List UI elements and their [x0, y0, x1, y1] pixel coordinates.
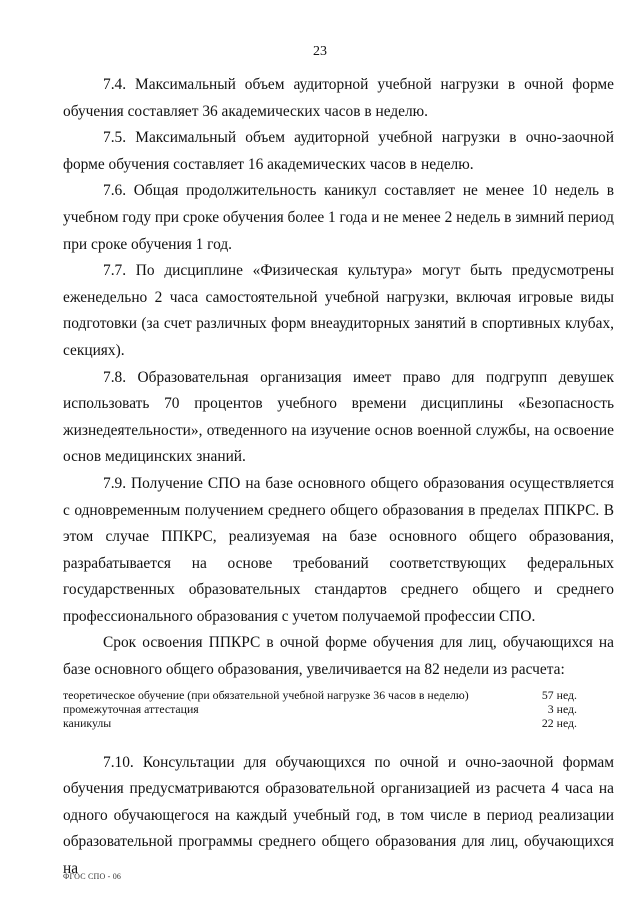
- schedule-row-holidays: [63, 716, 577, 730]
- schedule-row-theory: [63, 688, 577, 702]
- schedule-label: каникулы: [63, 715, 112, 730]
- paragraph-7-7: 7.7. По дисциплине «Физическая культура» могут быть предусмотрены еженедельно 2 часа самостоятельной учебной нагрузки, включая игровые виды подготовки (за счет различных форм внеаудиторных занятий в спортивных клубах, секциях).: [63, 262, 614, 359]
- schedule-value: 57 нед.: [541, 687, 577, 702]
- paragraph-7-10: 7.10. Консультации для обучающихся по очной и очно-заочной формам обучения предусматриваются образовательной организацией из расчета 4 часа на одного обучающегося на каждый учебный год, в том числе в период реализации образовательной программы среднего общего образования для лиц, обучающихся на: [63, 753, 614, 878]
- paragraph-7-4: 7.4. Максимальный объем аудиторной учебной нагрузки в очной форме обучения составляет 36 академических часов в неделю.: [63, 76, 614, 120]
- paragraph-7-8: 7.8. Образовательная организация имеет право для подгрупп девушек использовать 70 процентов учебного времени дисциплины «Безопасность жизнедеятельности», отведенного на изучение основ военной службы, на освоение основ медицинских знаний.: [63, 368, 614, 466]
- schedule-row-attestation: [63, 702, 577, 716]
- paragraph-7-9: 7.9. Получение СПО на базе основного общего образования осуществляется с одновременным получением среднего общего образования в пределах ППКРС. В этом случае ППКРС, реализуемая на базе основного общего образования, разрабатывается на основе требований соответствующих федеральных государственных образовательных стандартов среднего общего и среднего профессионального образования с учетом получаемой профессии СПО.: [63, 474, 614, 625]
- footer-code: ФГОС СПО - 06: [63, 872, 122, 881]
- schedule-table: [63, 688, 577, 730]
- schedule-label: теоретическое обучение (при обязательной учебной нагрузке 36 часов в неделю): [63, 687, 469, 702]
- schedule-value: 3 нед.: [547, 701, 577, 716]
- paragraph-7-5: 7.5. Максимальный объем аудиторной учебной нагрузки в очно-заочной форме обучения составляет 16 академических часов в неделю.: [63, 129, 614, 173]
- schedule-label: промежуточная аттестация: [63, 701, 199, 716]
- document-body: [63, 72, 614, 883]
- paragraph-7-6: 7.6. Общая продолжительность каникул составляет не менее 10 недель в учебном году при сроке обучения более 1 года и не менее 2 недель в зимний период при сроке обучения 1 год.: [63, 182, 614, 253]
- paragraph-study-duration: Срок освоения ППКРС в очной форме обучения для лиц, обучающихся на базе основного общего образования, увеличивается на 82 недели из расчета:: [63, 634, 614, 679]
- schedule-value: 22 нед.: [541, 715, 577, 730]
- page-number: 23: [313, 44, 327, 59]
